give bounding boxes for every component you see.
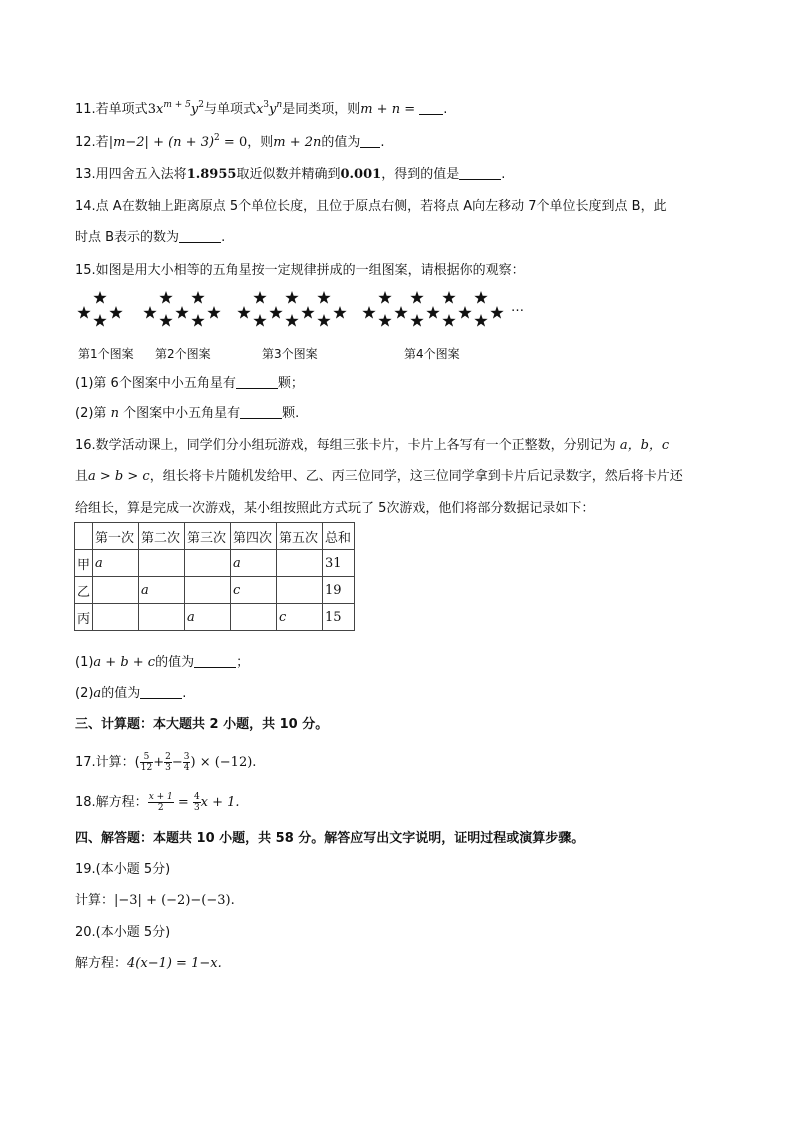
table-cell: 19 [323, 577, 355, 604]
star-icon [77, 306, 90, 319]
fraction: $\frac{x + 1}{2}$ [148, 792, 173, 813]
question-14-line1: 14.点 A在数轴上距离原点 5个单位长度，且位于原点右侧，若将点 A向左移动 7个单位长度到点 B，此 [75, 199, 667, 214]
table-cell [93, 577, 139, 604]
question-14-line2: 时点 B表示的数为 . [75, 230, 226, 245]
table-header-cell: 第三次 [185, 523, 231, 550]
section-3-heading: 三、计算题：本大题共 2 小题，共 10 分。 [75, 717, 329, 732]
star-patterns-figure [0, 0, 794, 400]
question-16-line2: 且a > b > c，组长将卡片随机发给甲、乙、丙三位同学，这三位同学拿到卡片后记录数字，然后将卡片还 [75, 469, 683, 484]
star-icon [333, 306, 346, 319]
table-cell [139, 604, 185, 631]
table-header-cell: 总和 [323, 523, 355, 550]
table-cell: a [93, 550, 139, 577]
table-header-cell: 第五次 [277, 523, 323, 550]
table-header-row [75, 523, 355, 550]
game-record-table [74, 522, 355, 631]
star-icon [362, 306, 375, 319]
table-cell: 甲 [75, 550, 93, 577]
section-4-heading: 四、解答题：本题共 10 小题，共 58 分。解答应写出文字说明，证明过程或演算步骤。 [75, 831, 585, 846]
star-icon [426, 306, 439, 319]
star-icon [490, 306, 503, 319]
star-icon [253, 314, 266, 327]
star-icon [317, 314, 330, 327]
table-cell: 15 [323, 604, 355, 631]
star-icon [378, 291, 391, 304]
fraction: $\frac{5}{12}$ [140, 752, 153, 773]
star-icon [191, 314, 204, 327]
star-icon [474, 314, 487, 327]
star-icon [301, 306, 314, 319]
table-cell: c [231, 577, 277, 604]
table-cell [139, 550, 185, 577]
question-15: 15.如图是用大小相等的五角星按一定规律拼成的一组图案，请根据你的观察： [75, 263, 525, 278]
star-pattern-1 [77, 291, 122, 327]
table-cell: c [277, 604, 323, 631]
star-pattern-4 [362, 291, 503, 327]
question-20-title: 20.(本小题 5分) [75, 925, 171, 940]
question-12: 12.若$|m-2| + (n + 3)^2 = 0$，则m + 2n的值为 . [75, 132, 385, 150]
star-icon [207, 306, 220, 319]
star-icon [285, 314, 298, 327]
star-icon [442, 314, 455, 327]
table-header-cell: 第四次 [231, 523, 277, 550]
question-15-part1: (1)第 6个图案中小五角星有 颗； [75, 376, 304, 391]
question-19: 计算：|−3| + (−2)−(−3). [75, 893, 235, 908]
table-row [75, 577, 355, 604]
star-icon [109, 306, 122, 319]
star-icon [394, 306, 407, 319]
star-icon [269, 306, 282, 319]
table-cell: a [185, 604, 231, 631]
star-icon [143, 306, 156, 319]
table-header-cell: 第二次 [139, 523, 185, 550]
pattern-caption-1: 第1个图案 [78, 347, 134, 361]
table-cell: a [139, 577, 185, 604]
table-cell: 31 [323, 550, 355, 577]
question-16-line3: 给组长，算是完成一次游戏，某小组按照此方式玩了 5次游戏，他们将部分数据记录如下： [75, 501, 595, 516]
answer-blank [194, 655, 236, 668]
star-icon [237, 306, 250, 319]
star-icon [159, 314, 172, 327]
star-icon [378, 314, 391, 327]
table-row [75, 604, 355, 631]
answer-blank [236, 376, 278, 389]
question-15-part2: (2)第 n 个图案中小五角星有 颗. [75, 406, 300, 421]
question-16-part2: (2)a的值为 . [75, 686, 187, 701]
star-icon [474, 291, 487, 304]
table-cell [277, 577, 323, 604]
fraction: $\frac{4}{3}$ [193, 792, 200, 813]
star-icon [458, 306, 471, 319]
question-20: 解方程：4(x−1) = 1−x. [75, 956, 222, 971]
table-cell: a [231, 550, 277, 577]
star-pattern-2 [143, 291, 220, 327]
star-icon [285, 291, 298, 304]
table-cell: 乙 [75, 577, 93, 604]
star-icon [253, 291, 266, 304]
pattern-caption-3: 第3个图案 [262, 347, 318, 361]
table-cell [185, 550, 231, 577]
star-icon [93, 314, 106, 327]
pattern-caption-4: 第4个图案 [404, 347, 460, 361]
table-cell [231, 604, 277, 631]
star-icon [317, 291, 330, 304]
answer-blank [140, 686, 182, 699]
star-icon [159, 291, 172, 304]
table-header-cell [75, 523, 93, 550]
question-19-title: 19.(本小题 5分) [75, 862, 171, 877]
pattern-ellipsis: … [511, 300, 524, 315]
table-cell: 丙 [75, 604, 93, 631]
star-icon [191, 291, 204, 304]
answer-blank [240, 406, 282, 419]
question-16-part1: (1)a + b + c的值为 ； [75, 655, 250, 670]
question-13: 13.用四舍五入法将1.8955取近似数并精确到0.001，得到的值是 . [75, 167, 506, 182]
star-icon [410, 291, 423, 304]
fraction: $\frac{3}{4}$ [183, 752, 190, 773]
table-cell [185, 577, 231, 604]
table-header-cell: 第一次 [93, 523, 139, 550]
question-18: 18.解方程： $\frac{x + 1}{2}$ = $\frac{4}{3}$ x + 1. [75, 792, 240, 813]
table-cell [277, 550, 323, 577]
star-pattern-3 [237, 291, 346, 327]
question-17: 17.计算：( $\frac{5}{12}$ + $\frac{2}{3}$ − $\frac{3}{4}$ ) × (−12). [75, 752, 257, 773]
star-icon [93, 291, 106, 304]
table-cell [93, 604, 139, 631]
star-icon [410, 314, 423, 327]
table-row [75, 550, 355, 577]
question-11: 11.若单项式$3x^{m + 5}y^2$与单项式$x^3y^n$是同类项，则m + n = . [75, 99, 448, 117]
star-icon [442, 291, 455, 304]
question-16-line1: 16.数学活动课上，同学们分小组玩游戏，每组三张卡片，卡片上各写有一个正整数，分别记为 a，b，c [75, 438, 670, 453]
fraction: $\frac{2}{3}$ [165, 752, 171, 773]
pattern-caption-2: 第2个图案 [155, 347, 211, 361]
star-icon [175, 306, 188, 319]
